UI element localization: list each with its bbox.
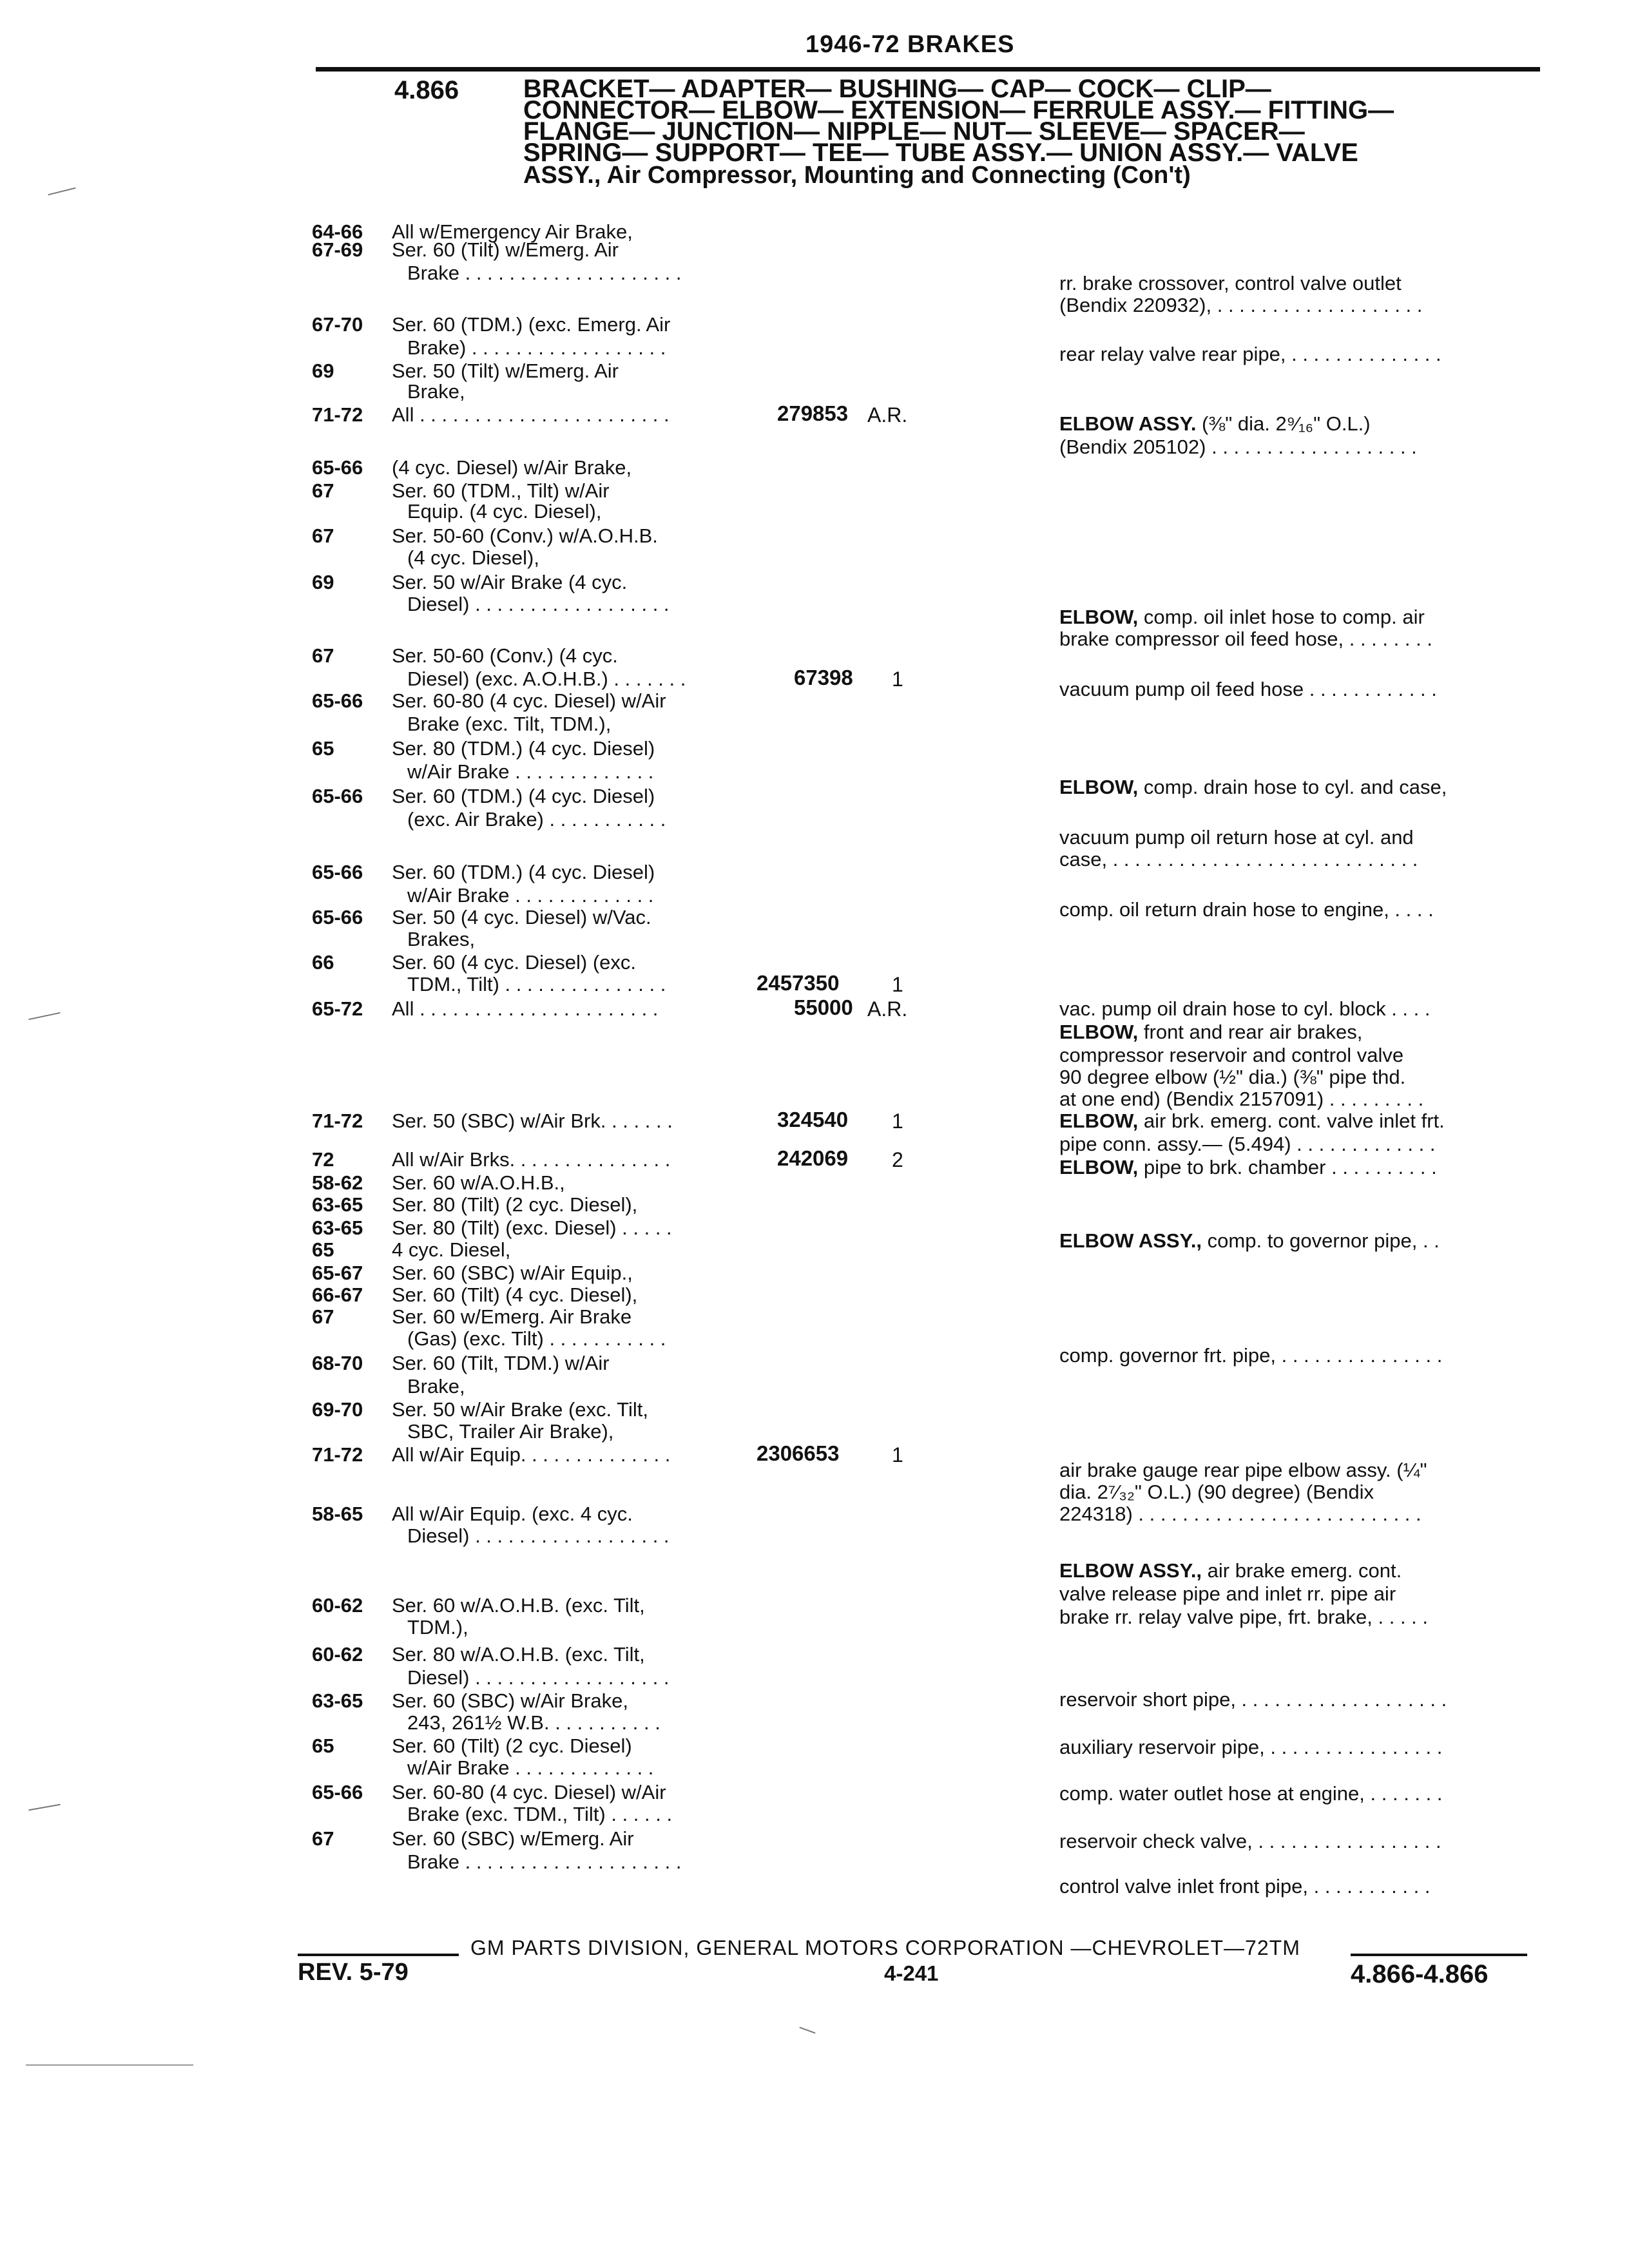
part-name: ELBOW,: [1059, 1110, 1139, 1132]
description-text: vacuum pump oil return hose at cyl. and: [1059, 826, 1414, 849]
application-text: Ser. 80 (Tilt) (exc. Diesel) . . . . .: [392, 1216, 672, 1239]
description-line: [1059, 1044, 1403, 1067]
application-text: Ser. 60 (Tilt) (4 cyc. Diesel),: [392, 1283, 638, 1306]
application-text: Ser. 60 (SBC) w/Air Brake,: [392, 1689, 628, 1712]
description-line: [1059, 1088, 1423, 1111]
application-text: Equip. (4 cyc. Diesel),: [407, 500, 602, 523]
application-text: Ser. 50-60 (Conv.) w/A.O.H.B.: [392, 524, 658, 547]
application-text: Brake (exc. Tilt, TDM.),: [407, 713, 612, 735]
description-line: [1059, 1606, 1428, 1629]
year-range: 67: [312, 1305, 334, 1328]
description-text: pipe conn. assy.— (5.494) . . . . . . . . . . . . .: [1059, 1133, 1436, 1155]
margin-mark: [28, 1012, 60, 1020]
application-text: w/Air Brake . . . . . . . . . . . . .: [407, 884, 654, 907]
description-line: [1059, 997, 1430, 1021]
section-number: 4.866: [394, 76, 459, 104]
application-text: Diesel) (exc. A.O.H.B.) . . . . . . .: [407, 668, 686, 690]
description-line: [1059, 1344, 1442, 1367]
application-text: (Gas) (exc. Tilt) . . . . . . . . . . .: [407, 1327, 666, 1350]
description-text: comp. drain hose to cyl. and case,: [1138, 776, 1447, 798]
application-text: Ser. 50 w/Air Brake (4 cyc.: [392, 571, 628, 593]
application-text: Ser. 80 (Tilt) (2 cyc. Diesel),: [392, 1193, 638, 1216]
application-text: All w/Emergency Air Brake,: [392, 220, 633, 243]
description-text: front and rear air brakes,: [1138, 1021, 1363, 1043]
description-line: [1059, 1229, 1440, 1253]
part-name: ELBOW,: [1059, 1021, 1139, 1043]
application-text: TDM.),: [407, 1616, 468, 1639]
application-text: w/Air Brake . . . . . . . . . . . . .: [407, 760, 654, 783]
year-range: 65: [312, 1735, 334, 1757]
application-text: (exc. Air Brake) . . . . . . . . . . .: [407, 808, 666, 831]
description-text: comp. governor frt. pipe, . . . . . . . . . . . . . . .: [1059, 1344, 1443, 1367]
year-range: 65-66: [312, 1781, 363, 1803]
application-text: 243, 261½ W.B. . . . . . . . . . .: [407, 1711, 660, 1734]
application-text: Ser. 60-80 (4 cyc. Diesel) w/Air: [392, 1781, 666, 1803]
application-text: Ser. 60 (TDM.) (4 cyc. Diesel): [392, 785, 655, 807]
description-text: vacuum pump oil feed hose . . . . . . . . . . . .: [1059, 678, 1437, 700]
part-number: 55000: [794, 995, 853, 1019]
description-text: auxiliary reservoir pipe, . . . . . . . . . . . . . . . .: [1059, 1736, 1443, 1758]
description-line: [1059, 1688, 1447, 1711]
application-text: 4 cyc. Diesel,: [392, 1238, 511, 1261]
year-range: 67-69: [312, 238, 363, 261]
application-text: Brake . . . . . . . . . . . . . . . . . . . .: [407, 262, 682, 284]
description-line: [1059, 678, 1437, 701]
application-text: (4 cyc. Diesel),: [407, 546, 539, 569]
description-line: [1059, 848, 1418, 871]
year-range: 66: [312, 951, 334, 974]
application-text: Ser. 50 (SBC) w/Air Brk. . . . . . .: [392, 1110, 673, 1132]
application-text: Ser. 50 (Tilt) w/Emerg. Air: [392, 360, 619, 382]
description-line: [1059, 1156, 1437, 1179]
year-range: 63-65: [312, 1689, 363, 1712]
application-text: Ser. 50-60 (Conv.) (4 cyc.: [392, 644, 618, 667]
application-text: Ser. 50 w/Air Brake (exc. Tilt,: [392, 1398, 648, 1421]
year-range: 60-62: [312, 1643, 363, 1666]
quantity: 2: [892, 1148, 903, 1171]
description-line: [1059, 1736, 1442, 1759]
application-text: Diesel) . . . . . . . . . . . . . . . . . .: [407, 593, 670, 615]
description-line: [1059, 1582, 1396, 1606]
application-text: TDM., Tilt) . . . . . . . . . . . . . . .: [407, 973, 666, 995]
year-range: 63-65: [312, 1193, 363, 1216]
description-text: rear relay valve rear pipe, . . . . . . . . . . . . . .: [1059, 343, 1441, 365]
application-text: w/Air Brake . . . . . . . . . . . . .: [407, 1756, 654, 1779]
footer-rule-left: [298, 1954, 459, 1956]
page-number: 4-241: [884, 1961, 939, 1985]
application-text: (4 cyc. Diesel) w/Air Brake,: [392, 456, 632, 479]
part-name: ELBOW,: [1059, 606, 1139, 628]
year-range: 65: [312, 737, 334, 760]
description-line: [1059, 1021, 1362, 1044]
year-range: 71-72: [312, 403, 363, 426]
description-text: reservoir check valve, . . . . . . . . . . . . . . . . .: [1059, 1830, 1441, 1852]
year-range: 69-70: [312, 1398, 363, 1421]
year-range: 66-67: [312, 1283, 363, 1306]
year-range: 58-62: [312, 1171, 363, 1194]
description-line: [1059, 1066, 1405, 1089]
footer-rule-right: [1351, 1954, 1527, 1956]
application-text: Diesel) . . . . . . . . . . . . . . . . . .: [407, 1666, 670, 1689]
description-line: [1059, 826, 1414, 849]
year-range: 60-62: [312, 1594, 363, 1617]
heading-line: FLANGE— JUNCTION— NIPPLE— NUT— SLEEVE— SPACER—: [523, 117, 1305, 146]
year-range: 67: [312, 644, 334, 667]
margin-mark: [28, 1804, 61, 1811]
part-name: ELBOW,: [1059, 1156, 1139, 1178]
part-name: ELBOW ASSY.: [1059, 412, 1197, 435]
application-text: Ser. 60 w/Emerg. Air Brake: [392, 1305, 632, 1328]
description-line: [1059, 1830, 1441, 1853]
description-line: [1059, 1875, 1430, 1898]
part-number: 2457350: [757, 971, 840, 995]
application-text: Ser. 60 (Tilt) w/Emerg. Air: [392, 238, 619, 261]
year-range: 67: [312, 479, 334, 502]
application-text: All w/Air Equip. (exc. 4 cyc.: [392, 1503, 633, 1525]
application-text: All w/Air Brks. . . . . . . . . . . . . . .: [392, 1148, 671, 1171]
description-line: [1059, 436, 1417, 459]
year-range: 71-72: [312, 1110, 363, 1132]
description-line: [1059, 1133, 1436, 1156]
year-range: 65-66: [312, 456, 363, 479]
application-text: Ser. 60 (TDM.) (4 cyc. Diesel): [392, 861, 655, 883]
description-line: [1059, 1110, 1445, 1133]
application-text: All w/Air Equip. . . . . . . . . . . . . .: [392, 1443, 671, 1466]
description-text: 224318) . . . . . . . . . . . . . . . . . . . . . . . . . .: [1059, 1503, 1422, 1525]
description-line: [1059, 412, 1371, 436]
heading-line: SPRING— SUPPORT— TEE— TUBE ASSY.— UNION ASSY.— VALVE: [523, 139, 1358, 167]
description-line: [1059, 1782, 1442, 1805]
description-line: [1059, 1481, 1374, 1504]
part-number: 324540: [777, 1108, 849, 1131]
heading-line: BRACKET— ADAPTER— BUSHING— CAP— COCK— CLIP—: [523, 75, 1271, 103]
year-range: 67-70: [312, 313, 363, 336]
application-text: Brake . . . . . . . . . . . . . . . . . . . .: [407, 1850, 682, 1873]
description-text: (⅜" dia. 2⁹⁄₁₆" O.L.): [1196, 412, 1371, 435]
description-text: control valve inlet front pipe, . . . . . . . . . . .: [1059, 1875, 1431, 1898]
section-heading: [523, 75, 1528, 189]
description-line: [1059, 776, 1447, 799]
quantity: A.R.: [867, 403, 908, 427]
section-range: 4.866-4.866: [1351, 1960, 1489, 1988]
application-text: All . . . . . . . . . . . . . . . . . . . . . . .: [392, 403, 670, 426]
application-text: Ser. 60 (TDM.) (exc. Emerg. Air: [392, 313, 671, 336]
year-range: 67: [312, 1827, 334, 1850]
year-range: 63-65: [312, 1216, 363, 1239]
application-text: All . . . . . . . . . . . . . . . . . . . . . .: [392, 997, 659, 1020]
quantity: 1: [892, 1110, 903, 1133]
application-text: Ser. 60 (SBC) w/Emerg. Air: [392, 1827, 634, 1850]
part-number: 67398: [794, 666, 853, 689]
year-range: 65-66: [312, 906, 363, 928]
application-text: Ser. 60 (Tilt, TDM.) w/Air: [392, 1352, 610, 1374]
application-text: Ser. 80 (TDM.) (4 cyc. Diesel): [392, 737, 655, 760]
application-text: Ser. 60 (SBC) w/Air Equip.,: [392, 1262, 633, 1284]
year-range: 69: [312, 360, 334, 382]
application-text: Ser. 60 (Tilt) (2 cyc. Diesel): [392, 1735, 632, 1757]
revision-date: REV. 5-79: [298, 1959, 409, 1986]
description-line: [1059, 294, 1422, 317]
description-text: 90 degree elbow (½" dia.) (⅜" pipe thd.: [1059, 1066, 1406, 1088]
description-text: vac. pump oil drain hose to cyl. block . . . .: [1059, 997, 1431, 1020]
description-text: (Bendix 220932), . . . . . . . . . . . . . . . . . . .: [1059, 294, 1423, 316]
year-range: 65-66: [312, 689, 363, 712]
application-text: Ser. 50 (4 cyc. Diesel) w/Vac.: [392, 906, 651, 928]
description-line: [1059, 272, 1402, 295]
part-name: ELBOW,: [1059, 776, 1139, 798]
application-text: Brake,: [407, 380, 465, 403]
description-text: at one end) (Bendix 2157091) . . . . . . . . .: [1059, 1088, 1424, 1110]
year-range: 58-65: [312, 1503, 363, 1525]
quantity: A.R.: [867, 997, 908, 1021]
footer-org: GM PARTS DIVISION, GENERAL MOTORS CORPORATION —CHEVROLET—72TM: [470, 1936, 1300, 1959]
application-text: Ser. 60 w/A.O.H.B. (exc. Tilt,: [392, 1594, 645, 1617]
description-text: pipe to brk. chamber . . . . . . . . . .: [1138, 1156, 1437, 1178]
application-text: Ser. 60 (TDM., Tilt) w/Air: [392, 479, 610, 502]
description-text: reservoir short pipe, . . . . . . . . . . . . . . . . . . .: [1059, 1688, 1447, 1711]
description-text: brake rr. relay valve pipe, frt. brake, . . . . .: [1059, 1606, 1429, 1628]
description-text: air brake emerg. cont.: [1202, 1559, 1402, 1582]
application-text: Brake) . . . . . . . . . . . . . . . . . .: [407, 336, 666, 359]
description-text: comp. water outlet hose at engine, . . . . . . .: [1059, 1782, 1443, 1805]
year-range: 65: [312, 1238, 334, 1261]
application-text: SBC, Trailer Air Brake),: [407, 1420, 614, 1443]
year-range: 71-72: [312, 1443, 363, 1466]
description-text: (Bendix 205102) . . . . . . . . . . . . . . . . . . .: [1059, 436, 1417, 458]
year-range: 68-70: [312, 1352, 363, 1374]
margin-mark: [48, 187, 75, 196]
description-text: rr. brake crossover, control valve outlet: [1059, 272, 1402, 294]
quantity: 1: [892, 668, 903, 691]
heading-line: CONNECTOR— ELBOW— EXTENSION— FERRULE ASSY.— FITTING—: [523, 96, 1394, 124]
year-range: 72: [312, 1148, 334, 1171]
description-line: [1059, 1559, 1402, 1582]
year-range: 67: [312, 524, 334, 547]
heading-line: ASSY., Air Compressor, Mounting and Connecting (Con't): [523, 162, 1191, 189]
description-line: [1059, 1459, 1427, 1482]
description-text: comp. oil inlet hose to comp. air: [1138, 606, 1425, 628]
part-name: ELBOW ASSY.,: [1059, 1229, 1202, 1252]
year-range: 65-66: [312, 861, 363, 883]
application-text: Ser. 60-80 (4 cyc. Diesel) w/Air: [392, 689, 666, 712]
application-text: Brake (exc. TDM., Tilt) . . . . . .: [407, 1803, 673, 1825]
description-text: brake compressor oil feed hose, . . . . . . . .: [1059, 628, 1432, 650]
year-range: 65-67: [312, 1262, 363, 1284]
description-text: valve release pipe and inlet rr. pipe air: [1059, 1582, 1396, 1605]
description-line: [1059, 898, 1434, 921]
application-text: Ser. 80 w/A.O.H.B. (exc. Tilt,: [392, 1643, 645, 1666]
quantity: 1: [892, 1443, 903, 1466]
description-text: comp. to governor pipe, . .: [1202, 1229, 1440, 1252]
description-text: comp. oil return drain hose to engine, . . . .: [1059, 898, 1434, 921]
application-text: Diesel) . . . . . . . . . . . . . . . . . .: [407, 1524, 670, 1547]
page-title: 1946-72 BRAKES: [805, 31, 1015, 58]
margin-mark: [799, 2027, 815, 2034]
description-text: case, . . . . . . . . . . . . . . . . . . . . . . . . . . . .: [1059, 848, 1418, 870]
quantity: 1: [892, 973, 903, 996]
margin-mark: [26, 2064, 193, 2066]
part-number: 242069: [777, 1146, 849, 1170]
application-text: Brake,: [407, 1375, 465, 1398]
description-line: [1059, 628, 1432, 651]
year-range: 65-72: [312, 997, 363, 1020]
year-range: 65-66: [312, 785, 363, 807]
application-text: Ser. 60 (4 cyc. Diesel) (exc.: [392, 951, 637, 974]
top-rule: [316, 67, 1540, 72]
description-line: [1059, 343, 1441, 366]
part-number: 2306653: [757, 1441, 840, 1465]
year-range: 64-66: [312, 220, 363, 243]
description-text: air brake gauge rear pipe elbow assy. (¼": [1059, 1459, 1427, 1481]
part-name: ELBOW ASSY.,: [1059, 1559, 1202, 1582]
part-number: 279853: [777, 401, 849, 425]
description-line: [1059, 1503, 1422, 1526]
description-text: air brk. emerg. cont. valve inlet frt.: [1138, 1110, 1445, 1132]
description-line: [1059, 606, 1425, 629]
description-text: dia. 2⁷⁄₃₂" O.L.) (90 degree) (Bendix: [1059, 1481, 1374, 1503]
application-text: Brakes,: [407, 928, 476, 950]
year-range: 69: [312, 571, 334, 593]
description-text: compressor reservoir and control valve: [1059, 1044, 1404, 1066]
application-text: Ser. 60 w/A.O.H.B.,: [392, 1171, 565, 1194]
